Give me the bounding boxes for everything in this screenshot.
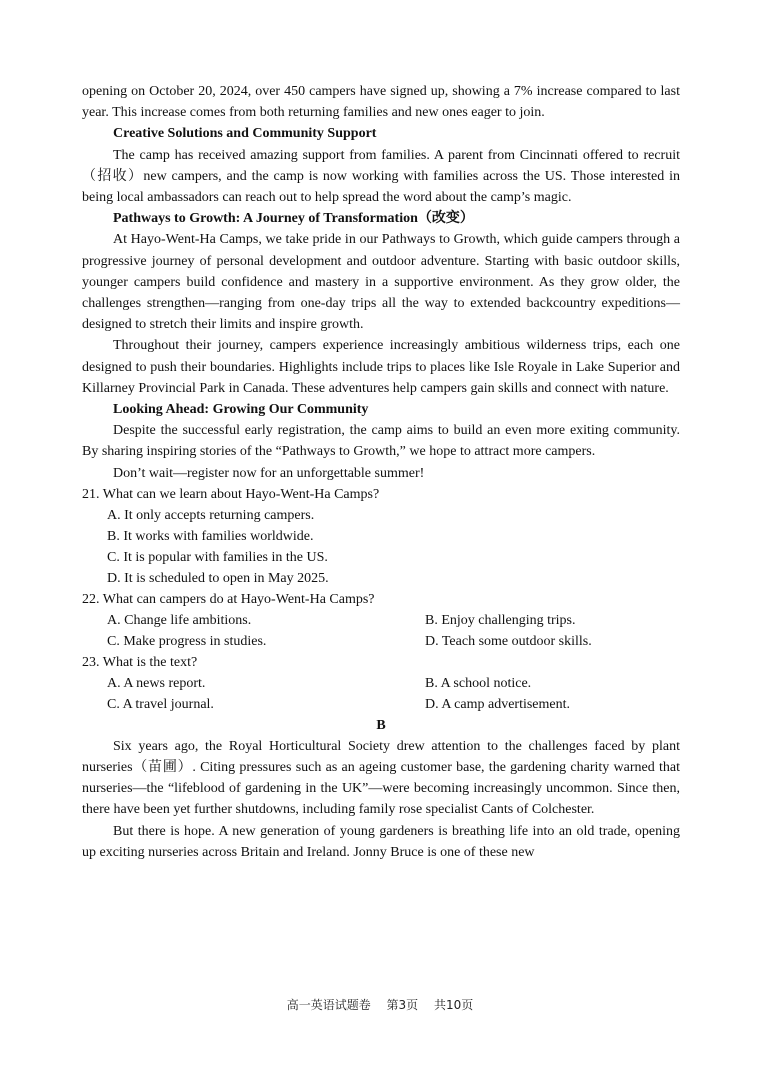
intro-paragraph: opening on October 20, 2024, over 450 campers have signed up, showing a 7% increase compared to last year. This increase comes from both returning families and new ones eager to join. (82, 84, 680, 121)
pathways-paragraph-2: Throughout their journey, campers experience increasingly ambitious wilderness trips, each one designed to push their boundaries. Highlights include trips to places like Isle Royale in Lake Superior and Killarney Provincial Park in Canada. These adventures help campers gain skills and connect with nature. (82, 338, 680, 396)
option-row (82, 694, 680, 715)
option-d: D. Teach some outdoor skills. (425, 633, 592, 649)
option-c: C. It is popular with families in the US. (107, 549, 328, 565)
question-stem: 23. What is the text? (82, 654, 198, 670)
call-to-action: Don’t wait—register now for an unforgettable summer! (113, 465, 425, 481)
footer-title: 高一英语试题卷 (286, 998, 371, 1012)
option-b: B. It works with families worldwide. (107, 528, 314, 544)
option-a: A. A news report. (107, 675, 206, 691)
page-footer (0, 996, 760, 1013)
option-row (82, 610, 680, 631)
option-c: C. Make progress in studies. (107, 633, 267, 649)
heading-pathways: Pathways to Growth: A Journey of Transformation（改变） (113, 211, 474, 227)
page-content (82, 81, 680, 863)
pathways-paragraph-1: At Hayo-Went-Ha Camps, we take pride in our Pathways to Growth, which guide campers through a progressive journey of personal development and outdoor adventure. Starting with basic outdoor skills, younger campers build confidence and mastery in a supportive environment. As they grow older, the challenges strengthen—ranging from one-day trips all the way to extended backcountry expeditions—designed to stretch their limits and inspire growth. (82, 232, 680, 333)
footer-page-number: 第3页 (386, 998, 419, 1012)
question-stem: 22. What can campers do at Hayo-Went-Ha Camps? (82, 591, 375, 607)
section-b-paragraph-2: But there is hope. A new generation of young gardeners is breathing life into an old trade, opening up exciting nurseries across Britain and Ireland. Jonny Bruce is one of these new (82, 823, 680, 860)
option-b: B. Enjoy challenging trips. (425, 612, 576, 628)
option-row (82, 673, 680, 694)
option-a: A. Change life ambitions. (107, 612, 252, 628)
option-d: D. It is scheduled to open in May 2025. (107, 570, 329, 586)
creative-paragraph: The camp has received amazing support from families. A parent from Cincinnati offered to recruit（招收）new campers, and the camp is now working with families across the US. Those interested in being local ambassadors can reach out to help spread the word about the camp’s magic. (82, 147, 680, 206)
option-c: C. A travel journal. (107, 696, 214, 712)
section-b-heading: B (376, 717, 386, 733)
section-b-paragraph-1: Six years ago, the Royal Horticultural Society drew attention to the challenges faced by plant nurseries（苗圃）. Citing pressures such as an ageing customer base, the gardening charity warned that nurseries—the “lifeblood of gardening in the UK”—were becoming increasingly uncommon. Since then, there have been yet further shutdowns, including family rose specialist Cants of Colchester. (82, 738, 680, 818)
question-stem: 21. What can we learn about Hayo-Went-Ha Camps? (82, 486, 380, 502)
option-b: B. A school notice. (425, 675, 532, 691)
looking-ahead-paragraph: Despite the successful early registration, the camp aims to build an even more exiting community. By sharing inspiring stories of the “Pathways to Growth,” we hope to attract more campers. (82, 423, 680, 460)
question-22 (82, 589, 680, 652)
option-row (82, 631, 680, 652)
option-d: D. A camp advertisement. (425, 696, 571, 712)
question-21 (82, 484, 680, 589)
footer-total-pages: 共10页 (434, 998, 474, 1012)
option-a: A. It only accepts returning campers. (107, 507, 315, 523)
heading-looking-ahead: Looking Ahead: Growing Our Community (113, 402, 369, 418)
heading-creative-solutions: Creative Solutions and Community Support (113, 126, 377, 142)
question-23 (82, 652, 680, 715)
